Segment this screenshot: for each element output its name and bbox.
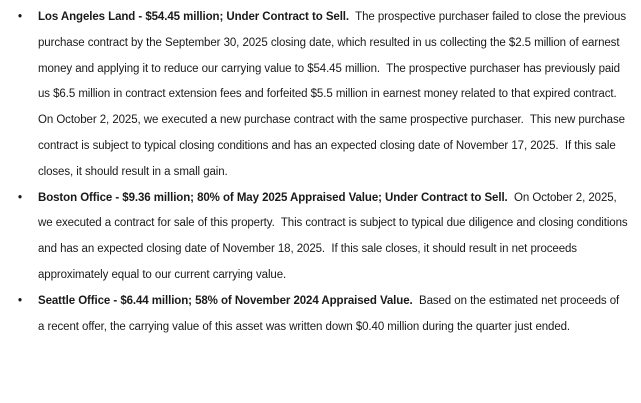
bullet-body-text: Based on the estimated net proceeds of a recent offer, the carrying value of this asset was written down $0.40 million during the quarter just ended. <box>38 294 623 333</box>
list-item <box>0 186 641 289</box>
list-item <box>0 5 641 186</box>
bullet-lead-text: Los Angeles Land - $54.45 million; Under Contract to Sell. <box>38 11 349 23</box>
bullet-icon: • <box>18 11 23 23</box>
bullet-paragraph <box>38 186 631 289</box>
bullet-lead-text: Boston Office - $9.36 million; 80% of May 2025 Appraised Value; Under Contract to Sell. <box>38 191 508 204</box>
bullet-paragraph <box>38 289 628 341</box>
bullet-lead-text: Seattle Office - $6.44 million; 58% of November 2024 Appraised Value. <box>38 294 413 307</box>
bullet-body-text: The prospective purchaser failed to close the previous purchase contract by the September 30, 2025 closing date, which resulted in us collecting the $2.5 million of earnest money and applying it to reduce our carrying value to $54.45 million. The prospective purchaser has previously paid us $6.5 million in contract extension fees and forfeited $5.5 million in earnest money related to that expired contract. On October 2, 2025, we executed a new purchase contract with the same prospective purchaser. This new purchase contract is subject to typical closing conditions and has an expected closing date of November 17, 2025. If this sale closes, it should result in a small gain. <box>38 11 630 178</box>
bullet-paragraph <box>38 5 628 186</box>
bullet-icon: • <box>18 191 23 204</box>
bullet-body-text: On October 2, 2025, we executed a contract for sale of this property. This contract is subject to typical due diligence and closing conditions and has an expected closing date of November 18, 2025. If this sale closes, it should result in net proceeds approximately equal to our current carrying value. <box>38 191 631 281</box>
bullet-icon: • <box>18 294 23 307</box>
list-item <box>0 289 641 341</box>
